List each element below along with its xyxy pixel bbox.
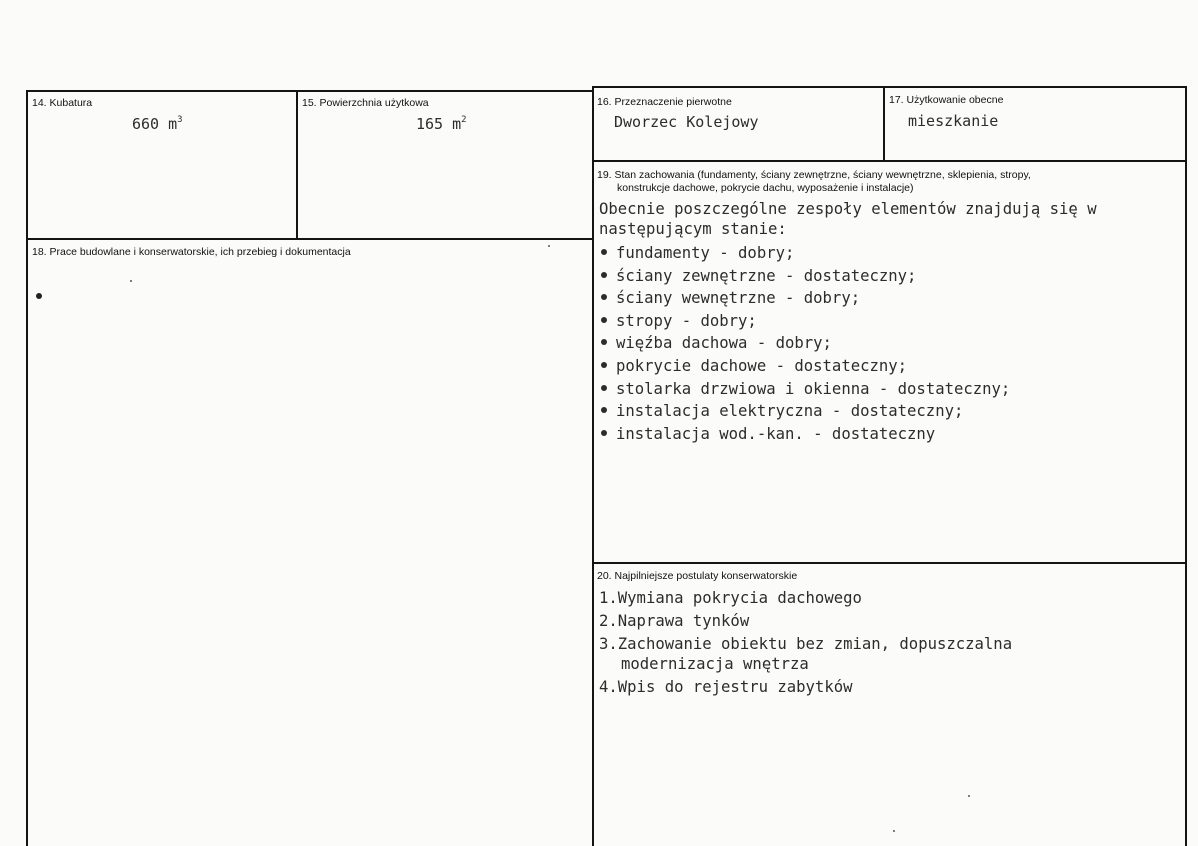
kubatura-number: 660 xyxy=(132,115,160,133)
kubatura-label: 14. Kubatura xyxy=(32,97,93,109)
list-item-continuation: modernizacja wnętrza xyxy=(621,655,809,673)
powierzchnia-number: 165 xyxy=(416,115,444,133)
postulaty-label: 20. Najpilniejsze postulaty konserwatorskie xyxy=(597,570,798,582)
list-item: 3.Zachowanie obiektu bez zmian, dopuszczalna modernizacja wnętrza xyxy=(599,635,1013,673)
bullet-icon xyxy=(601,362,607,368)
rule-v-16-17 xyxy=(883,86,885,161)
prace-label: 18. Prace budowlane i konserwatorskie, ich przebieg i dokumentacja xyxy=(32,246,351,258)
stan-intro-line1: Obecnie poszczególne zespoły elementów znajdują się w xyxy=(599,200,1097,218)
list-item: instalacja wod.-kan. - dostateczny xyxy=(597,423,1010,446)
list-item: fundamenty - dobry; xyxy=(597,242,1010,265)
rule-top-right xyxy=(592,86,1186,88)
bullet-icon xyxy=(601,317,607,323)
postulaty-list xyxy=(599,588,1012,700)
kubatura-value xyxy=(132,115,183,133)
rule-v-right xyxy=(1185,86,1187,846)
list-item: stropy - dobry; xyxy=(597,310,1010,333)
scan-speck xyxy=(130,280,132,282)
prace-bullet xyxy=(36,293,42,299)
rule-v-14-15 xyxy=(296,90,298,239)
bullet-icon xyxy=(601,339,607,345)
stan-label-line1: 19. Stan zachowania (fundamenty, ściany zewnętrzne, ściany wewnętrzne, sklepienia, stropy, xyxy=(597,169,1031,181)
bullet-icon xyxy=(601,272,607,278)
stan-label-line2: konstrukcje dachowe, pokrycie dachu, wyposażenie i instalacje) xyxy=(617,182,914,194)
scan-speck xyxy=(968,795,970,797)
list-item: 4.Wpis do rejestru zabytków xyxy=(599,678,853,696)
kubatura-exponent: 3 xyxy=(177,115,183,125)
bullet-icon xyxy=(601,385,607,391)
rule-right-upper xyxy=(592,160,1186,162)
list-item: 2.Naprawa tynków xyxy=(599,612,750,630)
powierzchnia-value xyxy=(416,115,467,133)
rule-v-left xyxy=(26,90,28,846)
list-item: pokrycie dachowe - dostateczny; xyxy=(597,355,1010,378)
bullet-icon xyxy=(601,407,607,413)
bullet-icon xyxy=(601,430,607,436)
przeznaczenie-value: Dworzec Kolejowy xyxy=(614,113,759,131)
uzytkowanie-value: mieszkanie xyxy=(908,112,999,130)
rule-v-center xyxy=(592,86,594,846)
list-item: ściany zewnętrzne - dostateczny; xyxy=(597,265,1010,288)
rule-top xyxy=(26,90,592,92)
rule-left-mid xyxy=(26,238,592,240)
przeznaczenie-label: 16. Przeznaczenie pierwotne xyxy=(597,96,732,108)
list-item: 1.Wymiana pokrycia dachowego xyxy=(599,589,862,607)
stan-intro-line2: następującym stanie: xyxy=(599,220,787,238)
list-item: więźba dachowa - dobry; xyxy=(597,332,1010,355)
bullet-icon xyxy=(601,249,607,255)
kubatura-unit: m xyxy=(168,115,178,133)
scan-speck xyxy=(893,830,895,832)
list-item: stolarka drzwiowa i okienna - dostateczny; xyxy=(597,378,1010,401)
scan-speck xyxy=(548,245,550,247)
bullet-icon xyxy=(601,294,607,300)
rule-right-lower xyxy=(592,562,1186,564)
uzytkowanie-label: 17. Użytkowanie obecne xyxy=(889,94,1004,106)
powierzchnia-exponent: 2 xyxy=(461,115,467,125)
powierzchnia-label: 15. Powierzchnia użytkowa xyxy=(302,97,429,109)
powierzchnia-unit: m xyxy=(452,115,462,133)
stan-list xyxy=(597,242,1010,445)
list-item: instalacja elektryczna - dostateczny; xyxy=(597,400,1010,423)
list-item: ściany wewnętrzne - dobry; xyxy=(597,287,1010,310)
